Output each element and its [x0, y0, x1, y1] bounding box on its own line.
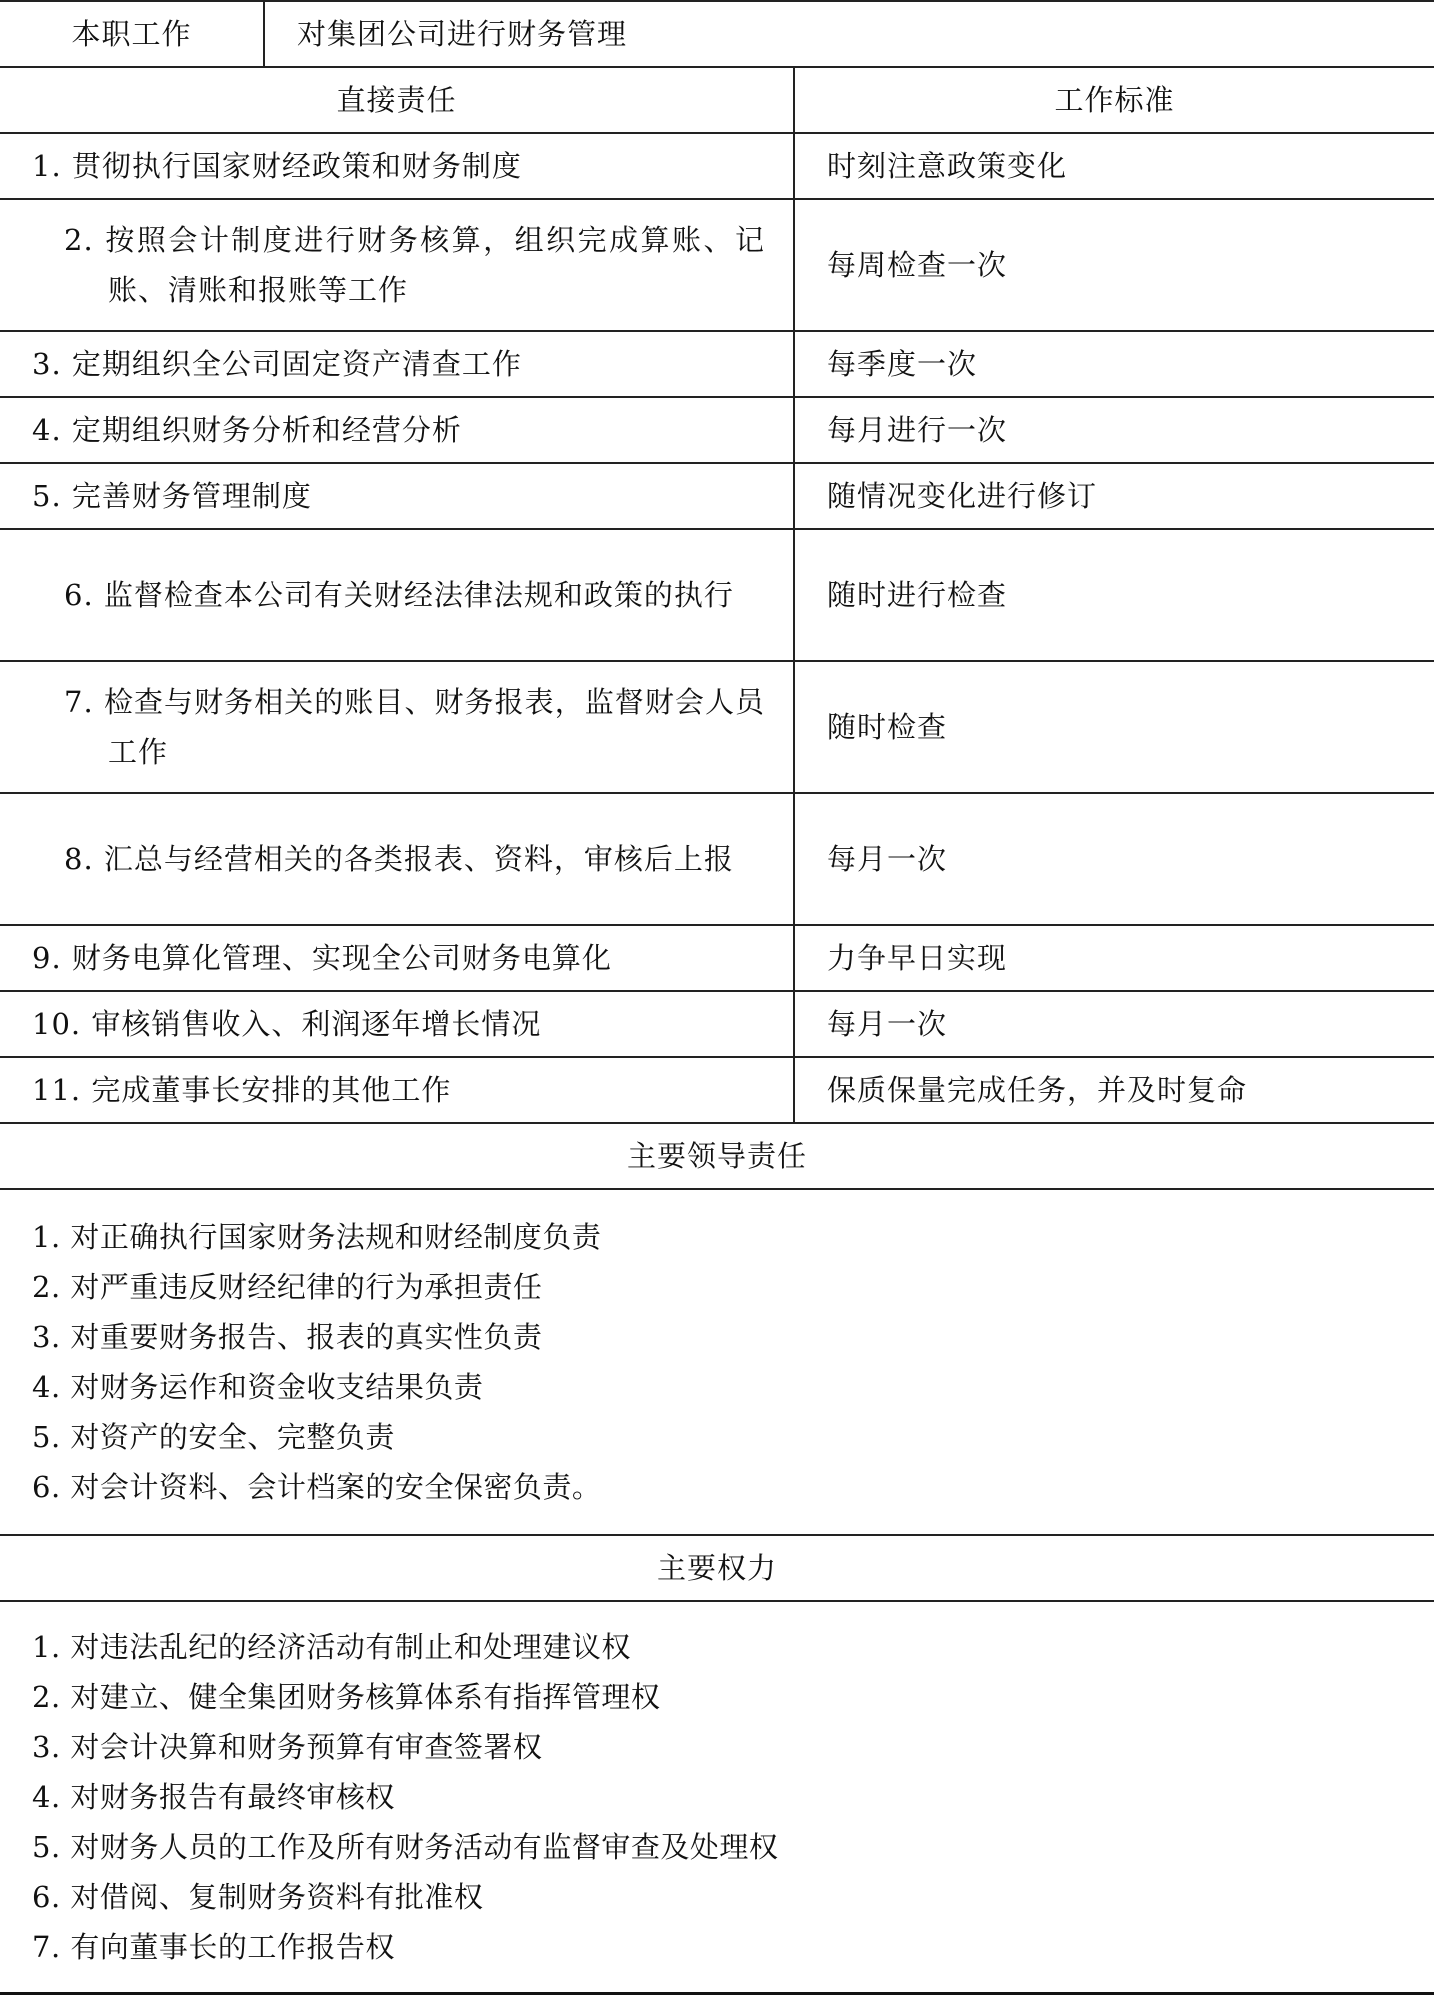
duty-resp: 8. 汇总与经营相关的各类报表、资料，审核后上报: [64, 842, 734, 876]
powers-title: 主要权力: [656, 1551, 777, 1585]
list-item: 2. 对严重违反财经纪律的行为承担责任: [32, 1270, 543, 1304]
list-item: 5. 对财务人员的工作及所有财务活动有监督审查及处理权: [32, 1830, 779, 1864]
duty-resp: 10. 审核销售收入、利润逐年增长情况: [32, 1007, 542, 1041]
duty-std: 每月进行一次: [827, 413, 1008, 447]
list-item: 7. 有向董事长的工作报告权: [32, 1930, 395, 1964]
duty-std: 随时检查: [827, 710, 948, 744]
table-row: [0, 793, 1434, 925]
powers-title-cell: [0, 1535, 1434, 1601]
duty-resp: 7. 检查与财务相关的账目、财务报表，监督财会人员工作: [64, 685, 765, 769]
duty-std: 每周检查一次: [827, 248, 1008, 282]
duty-std: 保质保量完成任务，并及时复命: [827, 1073, 1248, 1107]
table-row: [0, 463, 1434, 529]
header-label: 本职工作: [71, 17, 192, 51]
powers-list-cell: [0, 1601, 1434, 1994]
list-item: 4. 对财务运作和资金收支结果负责: [32, 1370, 484, 1404]
table-row: [0, 1057, 1434, 1123]
list-item: 6. 对借阅、复制财务资料有批准权: [32, 1880, 484, 1914]
table-row: [0, 397, 1434, 463]
header-label-cell: [0, 1, 264, 67]
header-value-cell: [264, 1, 1434, 67]
duty-std: 随时进行检查: [827, 578, 1008, 612]
duty-resp: 6. 监督检查本公司有关财经法律法规和政策的执行: [64, 578, 734, 612]
duty-std: 每月一次: [827, 842, 948, 876]
duty-resp: 9. 财务电算化管理、实现全公司财务电算化: [32, 941, 612, 975]
list-item: 1. 对违法乱纪的经济活动有制止和处理建议权: [32, 1630, 631, 1664]
duty-std: 随情况变化进行修订: [827, 479, 1098, 513]
table-row: [0, 661, 1434, 793]
duties-table: [0, 66, 1434, 1124]
list-item: 1. 对正确执行国家财务法规和财经制度负责: [32, 1220, 602, 1254]
table-row: [0, 199, 1434, 331]
list-item: 2. 对建立、健全集团财务核算体系有指挥管理权: [32, 1680, 661, 1714]
table-row: [0, 991, 1434, 1057]
col-header-std: 工作标准: [794, 67, 1434, 133]
duties-header-row: [0, 67, 1434, 133]
header-table: [0, 0, 1434, 68]
table-row: [0, 133, 1434, 199]
duty-resp: 4. 定期组织财务分析和经营分析: [32, 413, 462, 447]
table-row: [0, 529, 1434, 661]
list-item: 6. 对会计资料、会计档案的安全保密负责。: [32, 1470, 602, 1504]
duty-resp: 5. 完善财务管理制度: [32, 479, 312, 513]
list-item: 3. 对重要财务报告、报表的真实性负责: [32, 1320, 543, 1354]
duty-resp: 3. 定期组织全公司固定资产清查工作: [32, 347, 522, 381]
duty-resp: 1. 贯彻执行国家财经政策和财务制度: [32, 149, 522, 183]
duty-std: 每季度一次: [827, 347, 978, 381]
leadership-title-cell: [0, 1123, 1434, 1189]
leadership-table: [0, 1122, 1434, 1536]
duty-resp: 2. 按照会计制度进行财务核算，组织完成算账、记账、清账和报账等工作: [64, 223, 765, 307]
header-value: 对集团公司进行财务管理: [297, 17, 628, 51]
list-item: 3. 对会计决算和财务预算有审查签署权: [32, 1730, 543, 1764]
table-row: [0, 331, 1434, 397]
col-header-resp: 直接责任: [0, 67, 794, 133]
duty-resp: 11. 完成董事长安排的其他工作: [32, 1073, 452, 1107]
list-item: 4. 对财务报告有最终审核权: [32, 1780, 395, 1814]
duty-std: 每月一次: [827, 1007, 948, 1041]
powers-table: [0, 1534, 1434, 1995]
leadership-list-cell: [0, 1189, 1434, 1535]
leadership-title: 主要领导责任: [626, 1139, 807, 1173]
duty-std: 力争早日实现: [827, 941, 1008, 975]
list-item: 5. 对资产的安全、完整负责: [32, 1420, 395, 1454]
table-row: [0, 925, 1434, 991]
duty-std: 时刻注意政策变化: [827, 149, 1068, 183]
